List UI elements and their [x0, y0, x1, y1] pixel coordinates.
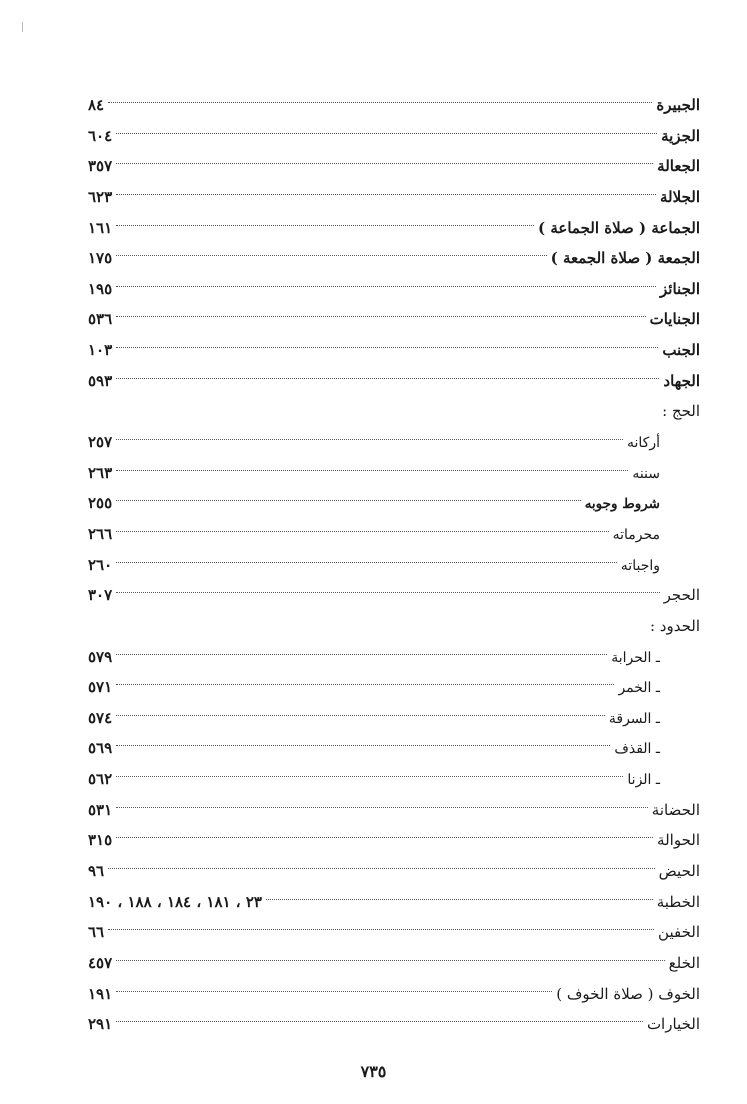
index-entry [88, 580, 700, 611]
index-entry [88, 1009, 700, 1040]
entry-pages: ٢٦٣ [88, 463, 113, 482]
index-entry [88, 488, 700, 519]
dot-leader [116, 194, 656, 195]
dot-leader [116, 225, 534, 226]
index-entry [88, 90, 700, 121]
entry-pages: ٣٥٧ [88, 157, 113, 176]
entry-term: الحوالة [657, 831, 700, 850]
entry-pages: ١٦١ [88, 218, 113, 237]
entry-pages: ٨٤ [88, 96, 105, 114]
dot-leader [116, 378, 659, 379]
entry-term: الجنائز [660, 279, 700, 298]
entry-pages: ٥٣١ [88, 800, 113, 819]
entry-pages: ٥٩٣ [88, 371, 113, 390]
entry-term: ـ الحرابة [611, 649, 660, 666]
entry-pages: ١٩١ [88, 984, 113, 1003]
index-entry [88, 458, 700, 489]
dot-leader [116, 837, 653, 838]
entry-term: الحج : [662, 402, 700, 421]
entry-term: الحضانة [651, 800, 700, 819]
dot-leader [108, 868, 655, 869]
entry-pages: ٥٧٤ [88, 708, 113, 727]
entry-term: الجعالة [657, 157, 700, 176]
dot-leader [116, 991, 552, 992]
entry-pages: ٣١٥ [88, 831, 113, 850]
dot-leader [116, 684, 614, 685]
entry-pages: ١٩٥ [88, 279, 113, 298]
index-entry [88, 335, 700, 366]
dot-leader [116, 316, 645, 317]
entry-term: الجزية [661, 126, 700, 145]
entry-term: الخلع [668, 953, 700, 972]
index-entry [88, 396, 700, 427]
entry-pages: ٢٦٦ [88, 524, 113, 543]
entry-term: الجنايات [649, 310, 700, 329]
index-entry [88, 917, 700, 948]
index-entry [88, 366, 700, 397]
dot-leader [116, 255, 546, 256]
index-entry [88, 764, 700, 795]
entry-pages: ٥٧١ [88, 678, 113, 697]
index-entry [88, 121, 700, 152]
dot-leader [116, 807, 648, 808]
entry-term: الجماعة ( صلاة الجماعة ) [538, 218, 700, 237]
entry-pages: ٢٦٠ [88, 555, 113, 574]
entry-term: ـ السرقة [608, 710, 660, 727]
entry-pages: ٦٦ [88, 923, 105, 942]
dot-leader [116, 163, 653, 164]
dot-leader [116, 439, 623, 440]
index-entry [88, 642, 700, 673]
entry-pages: ٢٥٧ [88, 433, 113, 452]
entry-pages: ٢٩١ [88, 1015, 113, 1034]
index-entry [88, 243, 700, 274]
entry-pages: ٤٥٧ [88, 953, 113, 972]
entry-pages: ٣٠٧ [88, 586, 113, 605]
index-entry [88, 672, 700, 703]
dot-leader [266, 899, 653, 900]
entry-term: الخيارات [646, 1015, 700, 1034]
entry-term: الخوف ( صلاة الخوف ) [556, 984, 700, 1003]
entry-pages: ٢٥٥ [88, 494, 113, 513]
entry-pages: ٢٣ ، ١٨١ ، ١٨٤ ، ١٨٨ ، ١٩٠ [88, 892, 262, 911]
entry-term: الحيض [658, 862, 700, 881]
entry-term: الخطبة [656, 892, 700, 911]
index-entry [88, 733, 700, 764]
dot-leader [108, 102, 652, 103]
dot-leader [116, 960, 664, 961]
dot-leader [116, 562, 617, 563]
dot-leader [108, 929, 654, 930]
index-entry [88, 213, 700, 244]
index-entry [88, 151, 700, 182]
entry-pages: ٥٦٢ [88, 770, 113, 789]
entry-term: سننه [632, 465, 660, 482]
index-entry [88, 887, 700, 918]
dot-leader [116, 776, 623, 777]
entry-pages: ٦٠٤ [88, 126, 113, 145]
entry-pages: ٥٣٦ [88, 310, 113, 329]
entry-pages: ٦٢٣ [88, 187, 113, 206]
entry-term: الخفين [658, 923, 700, 942]
index-entry [88, 979, 700, 1010]
index-list [88, 90, 700, 1040]
entry-pages: ٩٦ [88, 862, 105, 881]
dot-leader [116, 1021, 643, 1022]
dot-leader [116, 286, 656, 287]
entry-term: واجباته [620, 557, 660, 574]
index-entry [88, 948, 700, 979]
entry-pages: ٥٧٩ [88, 647, 113, 666]
entry-term: الجمعة ( صلاة الجمعة ) [550, 249, 700, 268]
scan-artifact [22, 22, 23, 32]
index-entry [88, 825, 700, 856]
entry-pages: ٥٦٩ [88, 739, 113, 758]
page-number: ٧٣٥ [360, 1062, 387, 1081]
entry-term: الجنب [662, 341, 700, 360]
index-entry [88, 611, 700, 642]
dot-leader [116, 715, 605, 716]
dot-leader [116, 347, 658, 348]
dot-leader [116, 745, 610, 746]
entry-term: الجلالة [660, 187, 700, 206]
index-entry [88, 703, 700, 734]
index-entry [88, 274, 700, 305]
dot-leader [116, 592, 659, 593]
entry-term: الحجر [663, 586, 700, 605]
entry-pages: ١٠٣ [88, 341, 113, 360]
index-entry [88, 427, 700, 458]
entry-term: ـ الخمر [618, 680, 660, 697]
entry-term: الجهاد [663, 371, 700, 390]
entry-term: ـ الزنا [627, 772, 660, 789]
index-entry [88, 856, 700, 887]
entry-term: الجبيرة [656, 96, 700, 114]
index-entry [88, 304, 700, 335]
entry-term: شروط وجوبه [584, 496, 660, 513]
index-entry [88, 795, 700, 826]
dot-leader [116, 133, 657, 134]
entry-term: أركانه [627, 435, 660, 452]
index-entry [88, 550, 700, 581]
entry-term: محرماته [612, 526, 660, 543]
dot-leader [116, 500, 581, 501]
dot-leader [116, 470, 628, 471]
dot-leader [116, 654, 607, 655]
entry-term: الحدود : [649, 616, 700, 635]
index-entry [88, 182, 700, 213]
index-entry [88, 519, 700, 550]
dot-leader [116, 531, 608, 532]
entry-pages: ١٧٥ [88, 249, 113, 268]
entry-term: ـ القذف [614, 741, 660, 758]
